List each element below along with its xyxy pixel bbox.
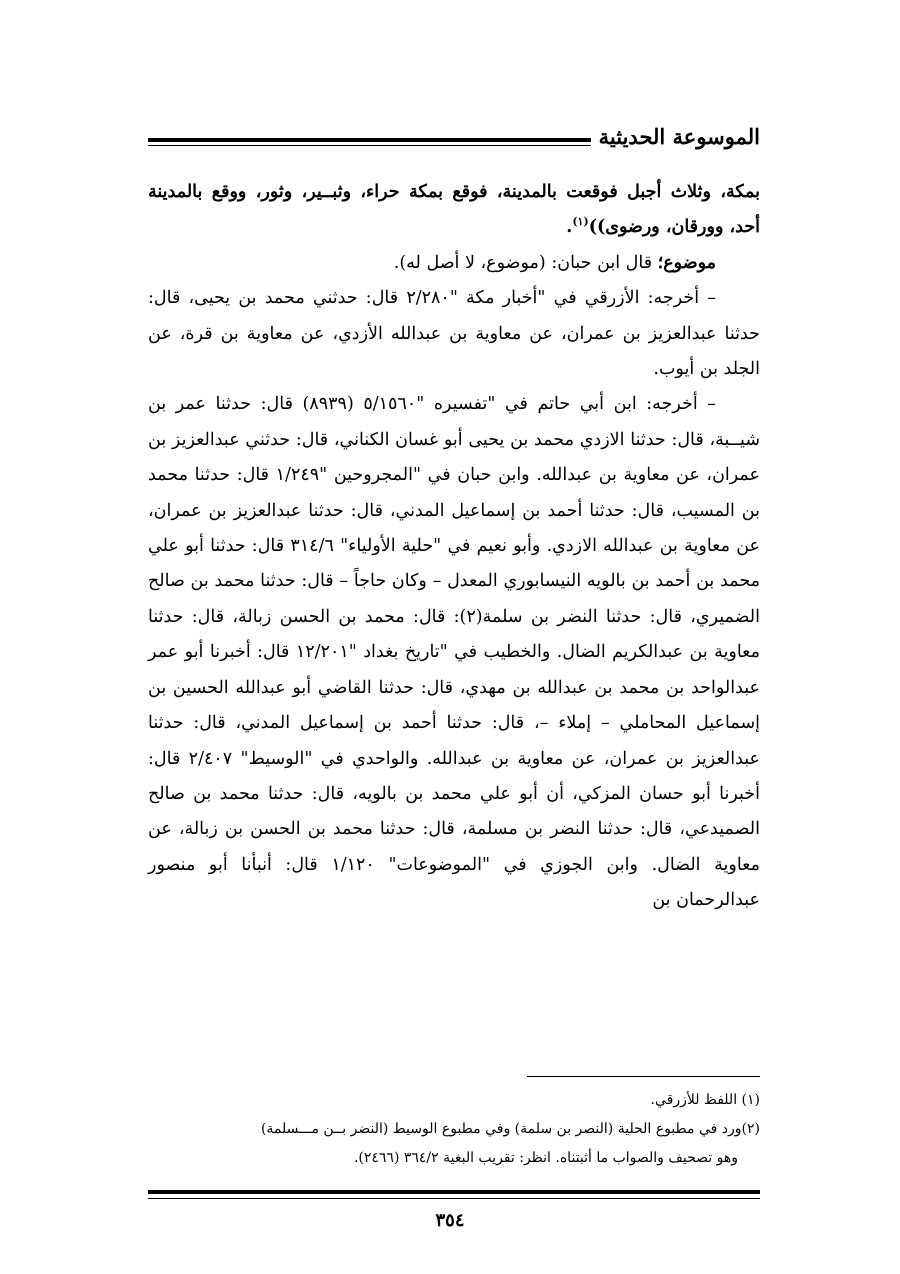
takhrij-paragraph-1: – أخرجه: الأزرقي في "أخبار مكة "٢/٢٨٠ قال: حدثني محمد بن يحيى، قال: حدثنا عبدالعزيز بن عمران، عن معاوية بن عبدالله الأزدي، عن معاوية بن قرة، عن الجلد بن أيوب. — [148, 288, 760, 380]
footnote-2-continuation: وهو تصحيف والصواب ما أثبتناه. انظر: تقريب البغية ٣٦٤/٢ (٢٤٦٦). — [353, 1150, 738, 1166]
hadith-line-1: بمكة، وثلاث أجبل فوقعت بالمدينة، فوقع بمكة حراء، وثبــير، وثور، ووقع — [211, 182, 760, 202]
verdict-paragraph — [148, 246, 760, 281]
footnotes — [148, 1086, 760, 1173]
verdict-label: موضوع؛ — [657, 252, 716, 273]
body-text — [148, 175, 760, 919]
running-header — [148, 124, 760, 154]
footnote-2: (٢)ورد في مطبوع الحلية (النصر بن سلمة) وفي مطبوع الوسيط (النضر بــن مـــسلمة) — [260, 1121, 760, 1137]
footnote-separator — [527, 1076, 760, 1077]
hadith-end: . — [566, 217, 573, 238]
page-number: ٣٥٤ — [435, 1210, 465, 1231]
footnote-1: (١) اللفظ للأزرقي. — [650, 1092, 760, 1108]
hadith-text — [148, 175, 760, 246]
verdict-text: قال ابن حبان: (موضوع، لا أصل له). — [393, 252, 658, 273]
hadith-line-2: بالمدينة أحد، وورقان، ورضوى)) — [148, 182, 760, 238]
running-header-title: الموسوعة الحديثية — [591, 124, 760, 150]
takhrij-paragraph-2: – أخرجه: ابن أبي حاتم في "تفسيره "٥/١٥٦٠ (٨٩٣٩) قال: حدثنا عمر بن شيــبة، قال: حدثنا الازدي محمد بن يحيى أبو غسان الكناني، قال: حدثني عبدالعزيز بن عمران، عن معاوية بن عبدالله. وابن حبان في "المجروحين "١/٢٤٩ قال: حدثنا محمد بن المسيب، قال: حدثنا أحمد بن إسماعيل المدني، قال: حدثنا عبدالعزيز بن عمران، عن معاوية بن عبدالله الازدي. وأبو نعيم في "حلية الأولياء" ٣١٤/٦ قال: حدثنا أبو علي محمد بن أحمد بن بالويه النيسابوري المعدل – وكان حاجاً – قال: حدثنا محمد بن صالح الضميري، قال: حدثنا النضر بن سلمة(٢): قال: محمد بن الحسن زبالة، قال: حدثنا معاوية بن عبدالكريم الضال. والخطيب في "تاريخ بغداد "١٢/٢٠١ قال: أخبرنا أبو عمر عبدالواحد بن محمد بن عبدالله بن مهدي، قال: حدثنا القاضي أبو عبدالله الحسين بن إسماعيل المحاملي – إملاء –، قال: حدثنا أحمد بن إسماعيل المدني، قال: حدثنا عبدالعزيز بن عمران، عن معاوية بن عبدالله. والواحدي في "الوسيط" ٢/٤٠٧ قال: أخبرنا أبو حسان المزكي، أن أبو علي محمد بن بالويه، قال: حدثنا محمد بن صالح الصميدعي، قال: حدثنا النضر بن مسلمة، قال: حدثنا محمد بن الحسن بن زبالة، عن معاوية الضال. وابن الجوزي في "الموضوعات" ١/١٢٠ قال: أنبأنا أبو منصور عبدالرحمان بن — [148, 394, 760, 911]
footer-rule-thin — [148, 1198, 760, 1199]
footnote-ref-1: (١) — [572, 215, 589, 229]
footer-rule-thick — [148, 1190, 760, 1194]
